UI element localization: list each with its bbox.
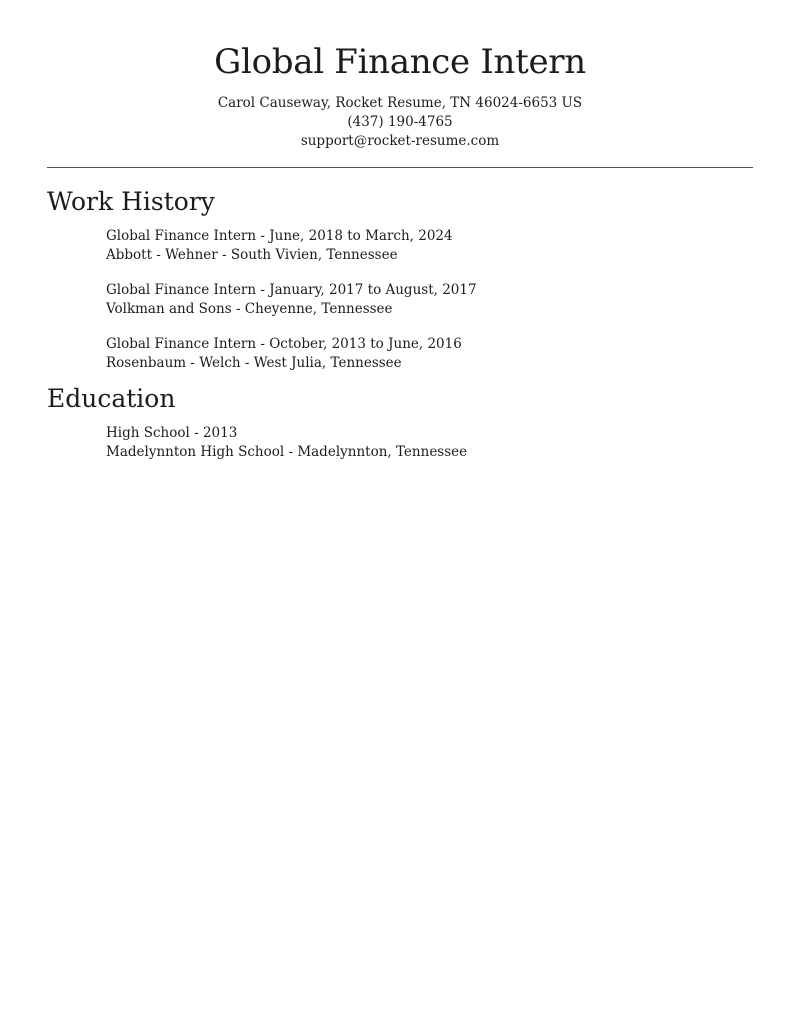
work-entry-company: Rosenbaum - Welch - West Julia, Tennessee: [106, 355, 402, 371]
education-entry-degree: High School - 2013: [106, 425, 238, 441]
resume-name: Global Finance Intern: [214, 42, 586, 82]
resume-header: [0, 40, 800, 151]
work-entry-company: Volkman and Sons - Cheyenne, Tennessee: [106, 301, 393, 317]
work-entry-title: Global Finance Intern - June, 2018 to March, 2024: [106, 228, 453, 244]
contact-info: [0, 94, 800, 151]
education-entry: [106, 424, 467, 462]
work-entry: [106, 281, 477, 319]
address: Carol Causeway, Rocket Resume, TN 46024-6653 US: [217, 95, 583, 111]
email: support@rocket-resume.com: [300, 133, 500, 149]
work-entry: [106, 335, 462, 373]
phone: (437) 190-4765: [347, 114, 453, 130]
work-entry-title: Global Finance Intern - January, 2017 to August, 2017: [106, 282, 477, 298]
work-entry-title: Global Finance Intern - October, 2013 to June, 2016: [106, 336, 462, 352]
header-divider: [47, 167, 753, 168]
section-title-work-history: Work History: [47, 187, 215, 216]
education-entry-school: Madelynnton High School - Madelynnton, Tennessee: [106, 444, 468, 460]
work-entry: [106, 227, 453, 265]
section-title-education: Education: [47, 384, 176, 413]
work-entry-company: Abbott - Wehner - South Vivien, Tennessee: [106, 247, 398, 263]
